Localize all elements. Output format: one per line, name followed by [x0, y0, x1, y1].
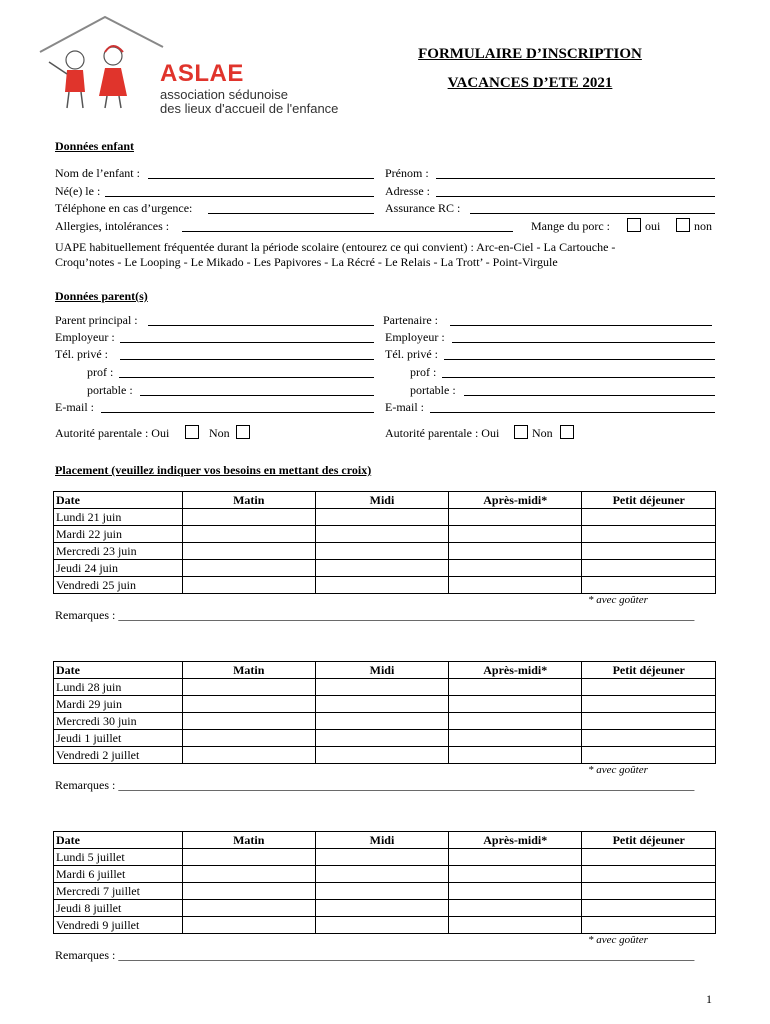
schedule-cell[interactable]: [582, 883, 716, 900]
day-label: Lundi 28 juin: [54, 679, 183, 696]
schedule-cell[interactable]: [315, 543, 448, 560]
schedule-cell[interactable]: [582, 577, 716, 594]
parent2-work-phone-label: prof :: [410, 365, 437, 379]
parent1-authority-no-checkbox[interactable]: [236, 425, 250, 439]
day-label: Mercredi 7 juillet: [54, 883, 183, 900]
schedule-cell[interactable]: [582, 696, 716, 713]
table-row: [54, 883, 716, 900]
schedule-header-cell: Matin: [182, 662, 315, 679]
form-title: FORMULAIRE D’INSCRIPTION: [418, 46, 642, 62]
parent2-authority-label: Autorité parentale : Oui: [385, 426, 500, 440]
parent1-authority-yes-checkbox[interactable]: [185, 425, 199, 439]
day-label: Vendredi 9 juillet: [54, 917, 183, 934]
table-row: [54, 730, 716, 747]
day-label: Vendredi 25 juin: [54, 577, 183, 594]
day-label: Lundi 21 juin: [54, 509, 183, 526]
day-label: Mercredi 23 juin: [54, 543, 183, 560]
pork-yes-checkbox[interactable]: [627, 218, 641, 232]
day-label: Jeudi 1 juillet: [54, 730, 183, 747]
uape-line-1: UAPE habituellement fréquentée durant la période scolaire (entourez ce qui convient) : Arc-en-Ciel - La Cartouche -: [55, 240, 616, 254]
schedule-cell[interactable]: [449, 526, 582, 543]
schedule-cell[interactable]: [582, 917, 716, 934]
schedule-header-cell: Après-midi*: [449, 662, 582, 679]
schedule-cell[interactable]: [182, 577, 315, 594]
table-row: [54, 543, 716, 560]
logo-subtitle-1: association sédunoise: [160, 87, 288, 102]
schedule-cell[interactable]: [182, 900, 315, 917]
schedule-cell[interactable]: [315, 866, 448, 883]
placement-section-heading: Placement (veuillez indiquer vos besoins en mettant des croix): [55, 463, 372, 477]
schedule-cell[interactable]: [582, 747, 716, 764]
allergies-field[interactable]: [182, 231, 513, 232]
day-label: Lundi 5 juillet: [54, 849, 183, 866]
schedule-cell[interactable]: [449, 509, 582, 526]
schedule-cell[interactable]: [182, 509, 315, 526]
schedule-cell[interactable]: [315, 577, 448, 594]
pork-no-checkbox[interactable]: [676, 218, 690, 232]
schedule-cell[interactable]: [182, 730, 315, 747]
table-row: [54, 696, 716, 713]
schedule-cell[interactable]: [315, 526, 448, 543]
parent-principal-label: Parent principal :: [55, 313, 138, 327]
child-section-heading: Données enfant: [55, 139, 135, 153]
day-label: Mercredi 30 juin: [54, 713, 183, 730]
schedule-cell[interactable]: [582, 509, 716, 526]
schedule-cell[interactable]: [449, 679, 582, 696]
schedule-cell[interactable]: [449, 696, 582, 713]
schedule-cell[interactable]: [449, 577, 582, 594]
page-number: 1: [706, 992, 712, 1006]
parent2-mobile-field[interactable]: [464, 395, 715, 396]
table-row: [54, 917, 716, 934]
table-row: [54, 713, 716, 730]
parent2-work-phone-field[interactable]: [442, 377, 715, 378]
table-row: [54, 747, 716, 764]
snack-note: * avec goûter: [588, 594, 648, 606]
schedule-cell[interactable]: [449, 883, 582, 900]
child-name-field[interactable]: [148, 178, 374, 179]
parent1-authority-label: Autorité parentale : Oui: [55, 426, 170, 440]
table-row: [54, 509, 716, 526]
emergency-phone-label: Téléphone en cas d’urgence:: [55, 201, 193, 215]
schedule-header-row: [54, 832, 716, 849]
schedule-cell[interactable]: [315, 747, 448, 764]
schedule-cell[interactable]: [182, 866, 315, 883]
day-label: Mardi 29 juin: [54, 696, 183, 713]
day-label: Vendredi 2 juillet: [54, 747, 183, 764]
remarks-field[interactable]: Remarques : ________________________________________________________________________________________________: [55, 608, 695, 622]
day-label: Jeudi 24 juin: [54, 560, 183, 577]
remarks-field[interactable]: Remarques : ________________________________________________________________________________________________: [55, 778, 695, 792]
schedule-header-cell: Date: [54, 492, 183, 509]
birthdate-field[interactable]: [105, 196, 374, 197]
schedule-cell[interactable]: [182, 713, 315, 730]
child-firstname-field[interactable]: [436, 178, 715, 179]
parent1-authority-no-label: Non: [209, 426, 230, 440]
table-row: [54, 679, 716, 696]
schedule-cell[interactable]: [182, 560, 315, 577]
table-row: [54, 866, 716, 883]
parent1-mobile-label: portable :: [87, 383, 133, 397]
schedule-header-cell: Midi: [315, 492, 448, 509]
schedule-header-cell: Petit déjeuner: [582, 492, 716, 509]
schedule-header-row: [54, 492, 716, 509]
schedule-cell[interactable]: [582, 900, 716, 917]
schedule-header-row: [54, 662, 716, 679]
parent1-work-phone-label: prof :: [87, 365, 114, 379]
schedule-header-cell: Midi: [315, 662, 448, 679]
schedule-cell[interactable]: [315, 917, 448, 934]
parent1-phone-field[interactable]: [120, 359, 374, 360]
table-row: [54, 526, 716, 543]
pork-no-label: non: [694, 219, 712, 233]
schedule-cell[interactable]: [182, 679, 315, 696]
schedule-table-week-2: [53, 661, 716, 764]
parent1-work-phone-field[interactable]: [119, 377, 374, 378]
schedule-header-cell: Après-midi*: [449, 832, 582, 849]
logo-name: ASLAE: [160, 60, 244, 87]
child-name-label: Nom de l’enfant :: [55, 166, 140, 180]
schedule-header-cell: Après-midi*: [449, 492, 582, 509]
children-house-logo-icon: [35, 12, 165, 112]
schedule-cell[interactable]: [449, 900, 582, 917]
schedule-header-cell: Petit déjeuner: [582, 832, 716, 849]
schedule-table-week-1: [53, 491, 716, 594]
child-firstname-label: Prénom :: [385, 166, 429, 180]
schedule-cell[interactable]: [315, 900, 448, 917]
schedule-header-cell: Matin: [182, 492, 315, 509]
schedule-cell[interactable]: [182, 883, 315, 900]
parent1-employer-field[interactable]: [120, 342, 374, 343]
parent-principal-field[interactable]: [148, 325, 374, 326]
uape-line-2: Croqu’notes - Le Looping - Le Mikado - Les Papivores - La Récré - Le Relais - La Trott’ - Point-Virgule: [55, 255, 558, 269]
partner-label: Partenaire :: [383, 313, 438, 327]
table-row: [54, 900, 716, 917]
parent2-employer-field[interactable]: [452, 342, 715, 343]
schedule-header-cell: Date: [54, 832, 183, 849]
schedule-cell[interactable]: [315, 883, 448, 900]
remarks-field[interactable]: Remarques : ________________________________________________________________________________________________: [55, 948, 695, 962]
parents-section-heading: Données parent(s): [55, 289, 148, 303]
snack-note: * avec goûter: [588, 934, 648, 946]
schedule-cell[interactable]: [449, 730, 582, 747]
schedule-cell[interactable]: [582, 679, 716, 696]
schedule-cell[interactable]: [315, 696, 448, 713]
parent1-mobile-field[interactable]: [140, 395, 374, 396]
pork-yes-label: oui: [645, 219, 661, 233]
schedule-cell[interactable]: [449, 560, 582, 577]
snack-note: * avec goûter: [588, 764, 648, 776]
schedule-cell[interactable]: [582, 866, 716, 883]
parent1-employer-label: Employeur :: [55, 330, 115, 344]
emergency-phone-field[interactable]: [208, 213, 374, 214]
schedule-header-cell: Petit déjeuner: [582, 662, 716, 679]
insurance-field[interactable]: [470, 213, 715, 214]
address-label: Adresse :: [385, 184, 430, 198]
table-row: [54, 560, 716, 577]
partner-field[interactable]: [450, 325, 712, 326]
schedule-cell[interactable]: [449, 849, 582, 866]
schedule-cell[interactable]: [582, 560, 716, 577]
logo-subtitle-2: des lieux d'accueil de l'enfance: [160, 101, 339, 116]
parent1-phone-label: Tél. privé :: [55, 347, 108, 361]
parent2-mobile-label: portable :: [410, 383, 456, 397]
schedule-cell[interactable]: [182, 543, 315, 560]
parent1-email-label: E-mail :: [55, 400, 94, 414]
insurance-label: Assurance RC :: [385, 201, 461, 215]
day-label: Jeudi 8 juillet: [54, 900, 183, 917]
table-row: [54, 849, 716, 866]
schedule-cell[interactable]: [449, 917, 582, 934]
day-label: Mardi 6 juillet: [54, 866, 183, 883]
schedule-cell[interactable]: [449, 866, 582, 883]
schedule-cell[interactable]: [182, 849, 315, 866]
day-label: Mardi 22 juin: [54, 526, 183, 543]
schedule-cell[interactable]: [582, 526, 716, 543]
schedule-cell[interactable]: [182, 917, 315, 934]
pork-label: Mange du porc :: [531, 219, 610, 233]
schedule-cell[interactable]: [449, 747, 582, 764]
parent2-email-field[interactable]: [430, 412, 715, 413]
schedule-header-cell: Midi: [315, 832, 448, 849]
schedule-cell[interactable]: [582, 730, 716, 747]
schedule-header-cell: Matin: [182, 832, 315, 849]
schedule-cell[interactable]: [315, 713, 448, 730]
schedule-cell[interactable]: [182, 526, 315, 543]
table-row: [54, 577, 716, 594]
parent1-email-field[interactable]: [101, 412, 374, 413]
parent2-phone-label: Tél. privé :: [385, 347, 438, 361]
schedule-cell[interactable]: [315, 679, 448, 696]
schedule-cell[interactable]: [449, 713, 582, 730]
schedule-cell[interactable]: [315, 849, 448, 866]
allergies-label: Allergies, intolérances :: [55, 219, 170, 233]
schedule-cell[interactable]: [449, 543, 582, 560]
schedule-cell[interactable]: [582, 849, 716, 866]
parent2-employer-label: Employeur :: [385, 330, 445, 344]
parent2-authority-no-checkbox[interactable]: [560, 425, 574, 439]
birthdate-label: Né(e) le :: [55, 184, 101, 198]
parent2-email-label: E-mail :: [385, 400, 424, 414]
schedule-cell[interactable]: [182, 747, 315, 764]
schedule-cell[interactable]: [582, 543, 716, 560]
schedule-cell[interactable]: [582, 713, 716, 730]
schedule-header-cell: Date: [54, 662, 183, 679]
schedule-cell[interactable]: [315, 509, 448, 526]
schedule-cell[interactable]: [315, 730, 448, 747]
parent2-authority-no-label: Non: [532, 426, 553, 440]
form-subtitle: VACANCES D’ETE 2021: [447, 75, 613, 91]
schedule-cell[interactable]: [315, 560, 448, 577]
schedule-table-week-3: [53, 831, 716, 934]
address-field[interactable]: [436, 196, 715, 197]
parent2-authority-yes-checkbox[interactable]: [514, 425, 528, 439]
schedule-cell[interactable]: [182, 696, 315, 713]
parent2-phone-field[interactable]: [444, 359, 715, 360]
